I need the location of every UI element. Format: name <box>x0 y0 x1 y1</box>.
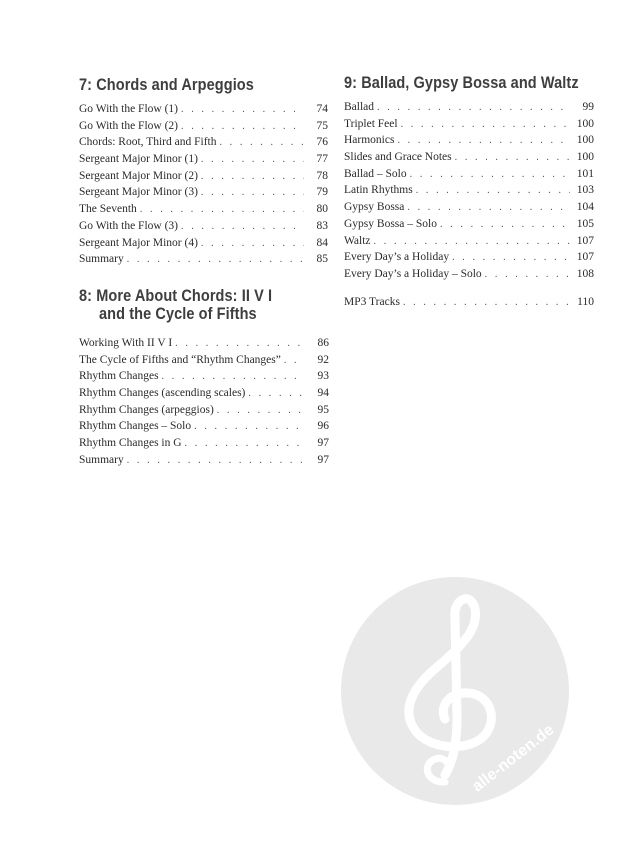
dot-leader <box>397 133 570 149</box>
toc-entry-page: 77 <box>316 153 328 166</box>
section-9-title: 9: Ballad, Gypsy Bossa and Waltz <box>344 74 579 92</box>
dot-leader <box>181 102 304 118</box>
dot-leader <box>194 419 305 435</box>
toc-entry <box>79 218 328 235</box>
toc-entry-page: 85 <box>316 253 328 266</box>
toc-entry <box>344 132 594 149</box>
watermark-logo <box>341 577 569 805</box>
toc-entry <box>79 418 329 435</box>
dot-leader <box>201 169 304 185</box>
toc-entry-page: 100 <box>576 151 594 164</box>
toc-entry <box>79 235 328 252</box>
dot-leader <box>185 436 305 452</box>
toc-entry-page: 100 <box>576 117 594 130</box>
dot-leader <box>407 200 570 216</box>
toc-entry-label: Ballad – Solo <box>344 167 407 180</box>
dot-leader <box>219 135 304 151</box>
dot-leader <box>374 234 570 250</box>
toc-entry <box>344 249 594 266</box>
dot-leader <box>217 403 305 419</box>
toc-entry-label: Rhythm Changes (ascending scales) <box>79 387 246 400</box>
toc-entry <box>79 201 328 218</box>
toc-entry-label: Summary <box>79 253 124 266</box>
dot-leader <box>455 150 570 166</box>
toc-entry-page: 97 <box>317 453 329 466</box>
section-7-toc <box>79 101 328 268</box>
dot-leader <box>181 219 304 235</box>
toc-entry <box>344 166 594 183</box>
toc-entry-label: Summary <box>79 453 124 466</box>
toc-entry <box>79 335 329 352</box>
toc-entry-page: 110 <box>577 296 594 308</box>
toc-entry-label: Go With the Flow (3) <box>79 219 178 232</box>
dot-leader <box>162 369 305 385</box>
toc-entry <box>79 385 329 402</box>
toc-entry-page: 92 <box>317 353 329 366</box>
toc-entry <box>79 134 328 151</box>
toc-entry <box>344 182 594 199</box>
toc-entry-page: 93 <box>317 370 329 383</box>
dot-leader <box>403 295 570 311</box>
toc-entry-label: Sergeant Major Minor (4) <box>79 236 198 249</box>
section-8-title-line-2: and the Cycle of Fifths <box>99 305 257 323</box>
toc-entry-label: Chords: Root, Third and Fifth <box>79 136 217 149</box>
toc-entry-label: Sergeant Major Minor (1) <box>79 153 198 166</box>
toc-entry-page: 104 <box>576 201 594 214</box>
dot-leader <box>452 250 570 266</box>
toc-entry-page: 97 <box>317 437 329 450</box>
dot-leader <box>201 152 304 168</box>
toc-entry-page: 105 <box>576 217 594 230</box>
toc-entry-label: Go With the Flow (2) <box>79 119 178 132</box>
toc-entry-page: 80 <box>316 203 328 216</box>
toc-entry-page: 83 <box>316 219 328 232</box>
toc-entry-label: Rhythm Changes <box>79 370 159 383</box>
toc-entry-mp3-tracks <box>344 294 594 311</box>
toc-entry <box>344 266 594 283</box>
toc-entry-label: Triplet Feel <box>344 117 398 130</box>
toc-entry-label: Rhythm Changes in G <box>79 437 182 450</box>
toc-entry-label: Sergeant Major Minor (3) <box>79 186 198 199</box>
toc-entry-label: Harmonics <box>344 134 395 147</box>
toc-entry <box>344 199 594 216</box>
toc-entry-label: Gypsy Bossa <box>344 201 405 214</box>
toc-entry <box>79 168 328 185</box>
dot-leader <box>127 453 305 469</box>
toc-entry-label: Rhythm Changes (arpeggios) <box>79 403 214 416</box>
dot-leader <box>201 236 304 252</box>
toc-entry-label: Latin Rhythms <box>344 184 413 197</box>
toc-entry <box>79 151 328 168</box>
toc-entry-page: 79 <box>316 186 328 199</box>
toc-entry <box>79 352 329 369</box>
toc-entry-page: 107 <box>576 234 594 247</box>
toc-entry-page: 107 <box>576 251 594 264</box>
toc-entry-page: 75 <box>316 119 328 132</box>
toc-entry-page: 95 <box>317 403 329 416</box>
dot-leader <box>201 185 304 201</box>
toc-entry-label: The Seventh <box>79 203 137 216</box>
toc-entry-page: 76 <box>316 136 328 149</box>
toc-entry <box>344 116 594 133</box>
toc-entry-label: Every Day’s a Holiday – Solo <box>344 267 482 280</box>
dot-leader <box>416 183 570 199</box>
toc-entry-page: 101 <box>576 167 594 180</box>
toc-entry-page: 103 <box>576 184 594 197</box>
section-9-toc <box>344 99 594 283</box>
dot-leader <box>401 117 570 133</box>
dot-leader <box>127 252 304 268</box>
dot-leader <box>140 202 304 218</box>
toc-entry-page: 84 <box>316 236 328 249</box>
dot-leader <box>410 167 570 183</box>
dot-leader <box>175 336 305 352</box>
toc-entry <box>344 216 594 233</box>
dot-leader <box>181 119 304 135</box>
toc-entry-label: Ballad <box>344 101 375 113</box>
toc-entry <box>79 118 328 135</box>
toc-entry <box>344 233 594 250</box>
toc-entry-label: Waltz <box>344 234 371 247</box>
toc-entry <box>79 435 329 452</box>
toc-entry-label: Slides and Grace Notes <box>344 151 452 164</box>
toc-entry <box>79 402 329 419</box>
toc-entry-page: 100 <box>576 134 594 147</box>
toc-entry-page: 99 <box>582 101 594 113</box>
toc-entry-label: Every Day’s a Holiday <box>344 251 450 264</box>
dot-leader <box>377 100 570 116</box>
toc-entry <box>344 149 594 166</box>
section-8-title-line-1: 8: More About Chords: II V I <box>79 287 273 305</box>
section-8-toc <box>79 335 329 469</box>
toc-entry-page: 96 <box>317 420 329 433</box>
dot-leader <box>248 386 305 402</box>
section-9-extra-toc <box>344 294 594 311</box>
toc-entry-page: 86 <box>317 337 329 349</box>
dot-leader <box>440 217 570 233</box>
toc-entry-label: MP3 Tracks <box>344 296 400 308</box>
toc-entry <box>79 251 328 268</box>
toc-entry-label: Gypsy Bossa – Solo <box>344 217 437 230</box>
toc-entry <box>79 101 328 118</box>
toc-entry <box>79 184 328 201</box>
toc-entry-page: 78 <box>316 169 328 182</box>
dot-leader <box>485 267 570 283</box>
toc-entry-page: 108 <box>576 267 594 280</box>
toc-entry-page: 94 <box>317 387 329 400</box>
toc-entry-page: 74 <box>316 103 328 115</box>
section-7-title: 7: Chords and Arpeggios <box>79 76 254 94</box>
toc-entry <box>79 452 329 469</box>
toc-entry-label: The Cycle of Fifths and “Rhythm Changes” <box>79 353 281 366</box>
toc-entry-label: Sergeant Major Minor (2) <box>79 169 198 182</box>
toc-entry-label: Working With II V I <box>79 337 173 349</box>
toc-entry <box>344 99 594 116</box>
toc-entry-label: Go With the Flow (1) <box>79 103 178 115</box>
toc-entry-label: Rhythm Changes – Solo <box>79 420 192 433</box>
dot-leader <box>284 353 305 369</box>
watermark-text: alle-noten.de <box>469 721 558 796</box>
toc-entry <box>79 368 329 385</box>
